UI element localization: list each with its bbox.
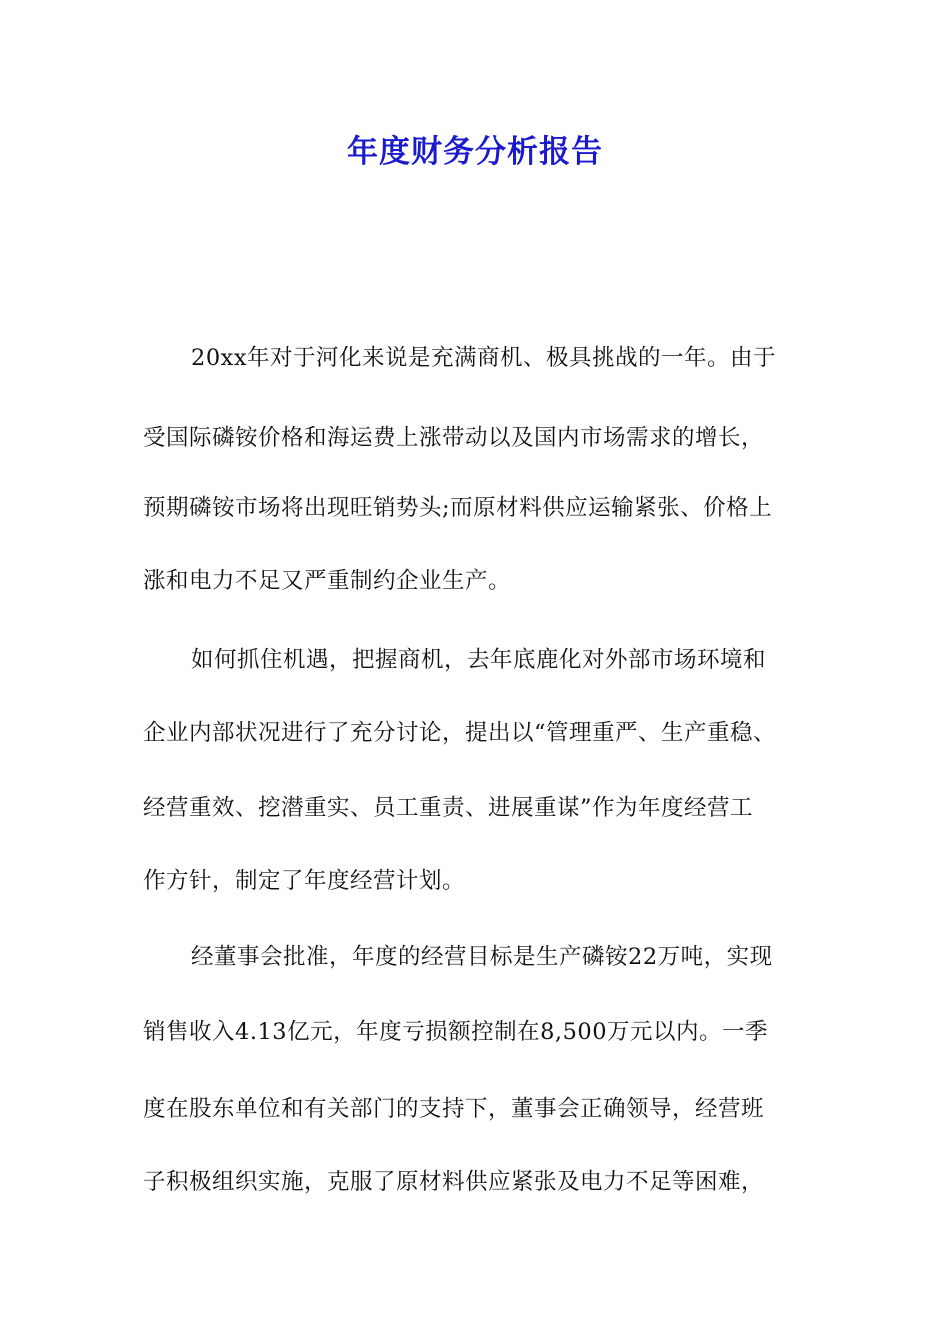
paragraph-line: 子积极组织实施，克服了原材料供应紧张及电力不足等困难， bbox=[143, 1169, 765, 1195]
paragraph-line: 作方针，制定了年度经营计划。 bbox=[143, 868, 466, 894]
paragraph-line: 经董事会批准，年度的经营目标是生产磷铵22万吨，实现 bbox=[191, 944, 773, 970]
paragraph-line: 受国际磷铵价格和海运费上涨带动以及国内市场需求的增长， bbox=[143, 425, 765, 451]
paragraph-line: 预期磷铵市场将出现旺销势头;而原材料供应运输紧张、价格上 bbox=[143, 495, 773, 521]
paragraph-line: 经营重效、挖潜重实、员工重责、进展重谋”作为年度经营工 bbox=[143, 795, 754, 821]
paragraph-line: 企业内部状况进行了充分讨论，提出以“管理重严、生产重稳、 bbox=[143, 720, 777, 746]
paragraph-line: 涨和电力不足又严重制约企业生产。 bbox=[143, 568, 512, 594]
paragraph-line: 销售收入4.13亿元，年度亏损额控制在8,500万元以内。一季 bbox=[143, 1019, 769, 1045]
paragraph-line: 如何抓住机遇，把握商机，去年底鹿化对外部市场环境和 bbox=[191, 647, 767, 673]
paragraph-line: 度在股东单位和有关部门的支持下，董事会正确领导，经营班 bbox=[143, 1096, 765, 1122]
document-title: 年度财务分析报告 bbox=[347, 134, 603, 170]
paragraph-line: 20xx年对于河化来说是充满商机、极具挑战的一年。由于 bbox=[191, 345, 777, 371]
